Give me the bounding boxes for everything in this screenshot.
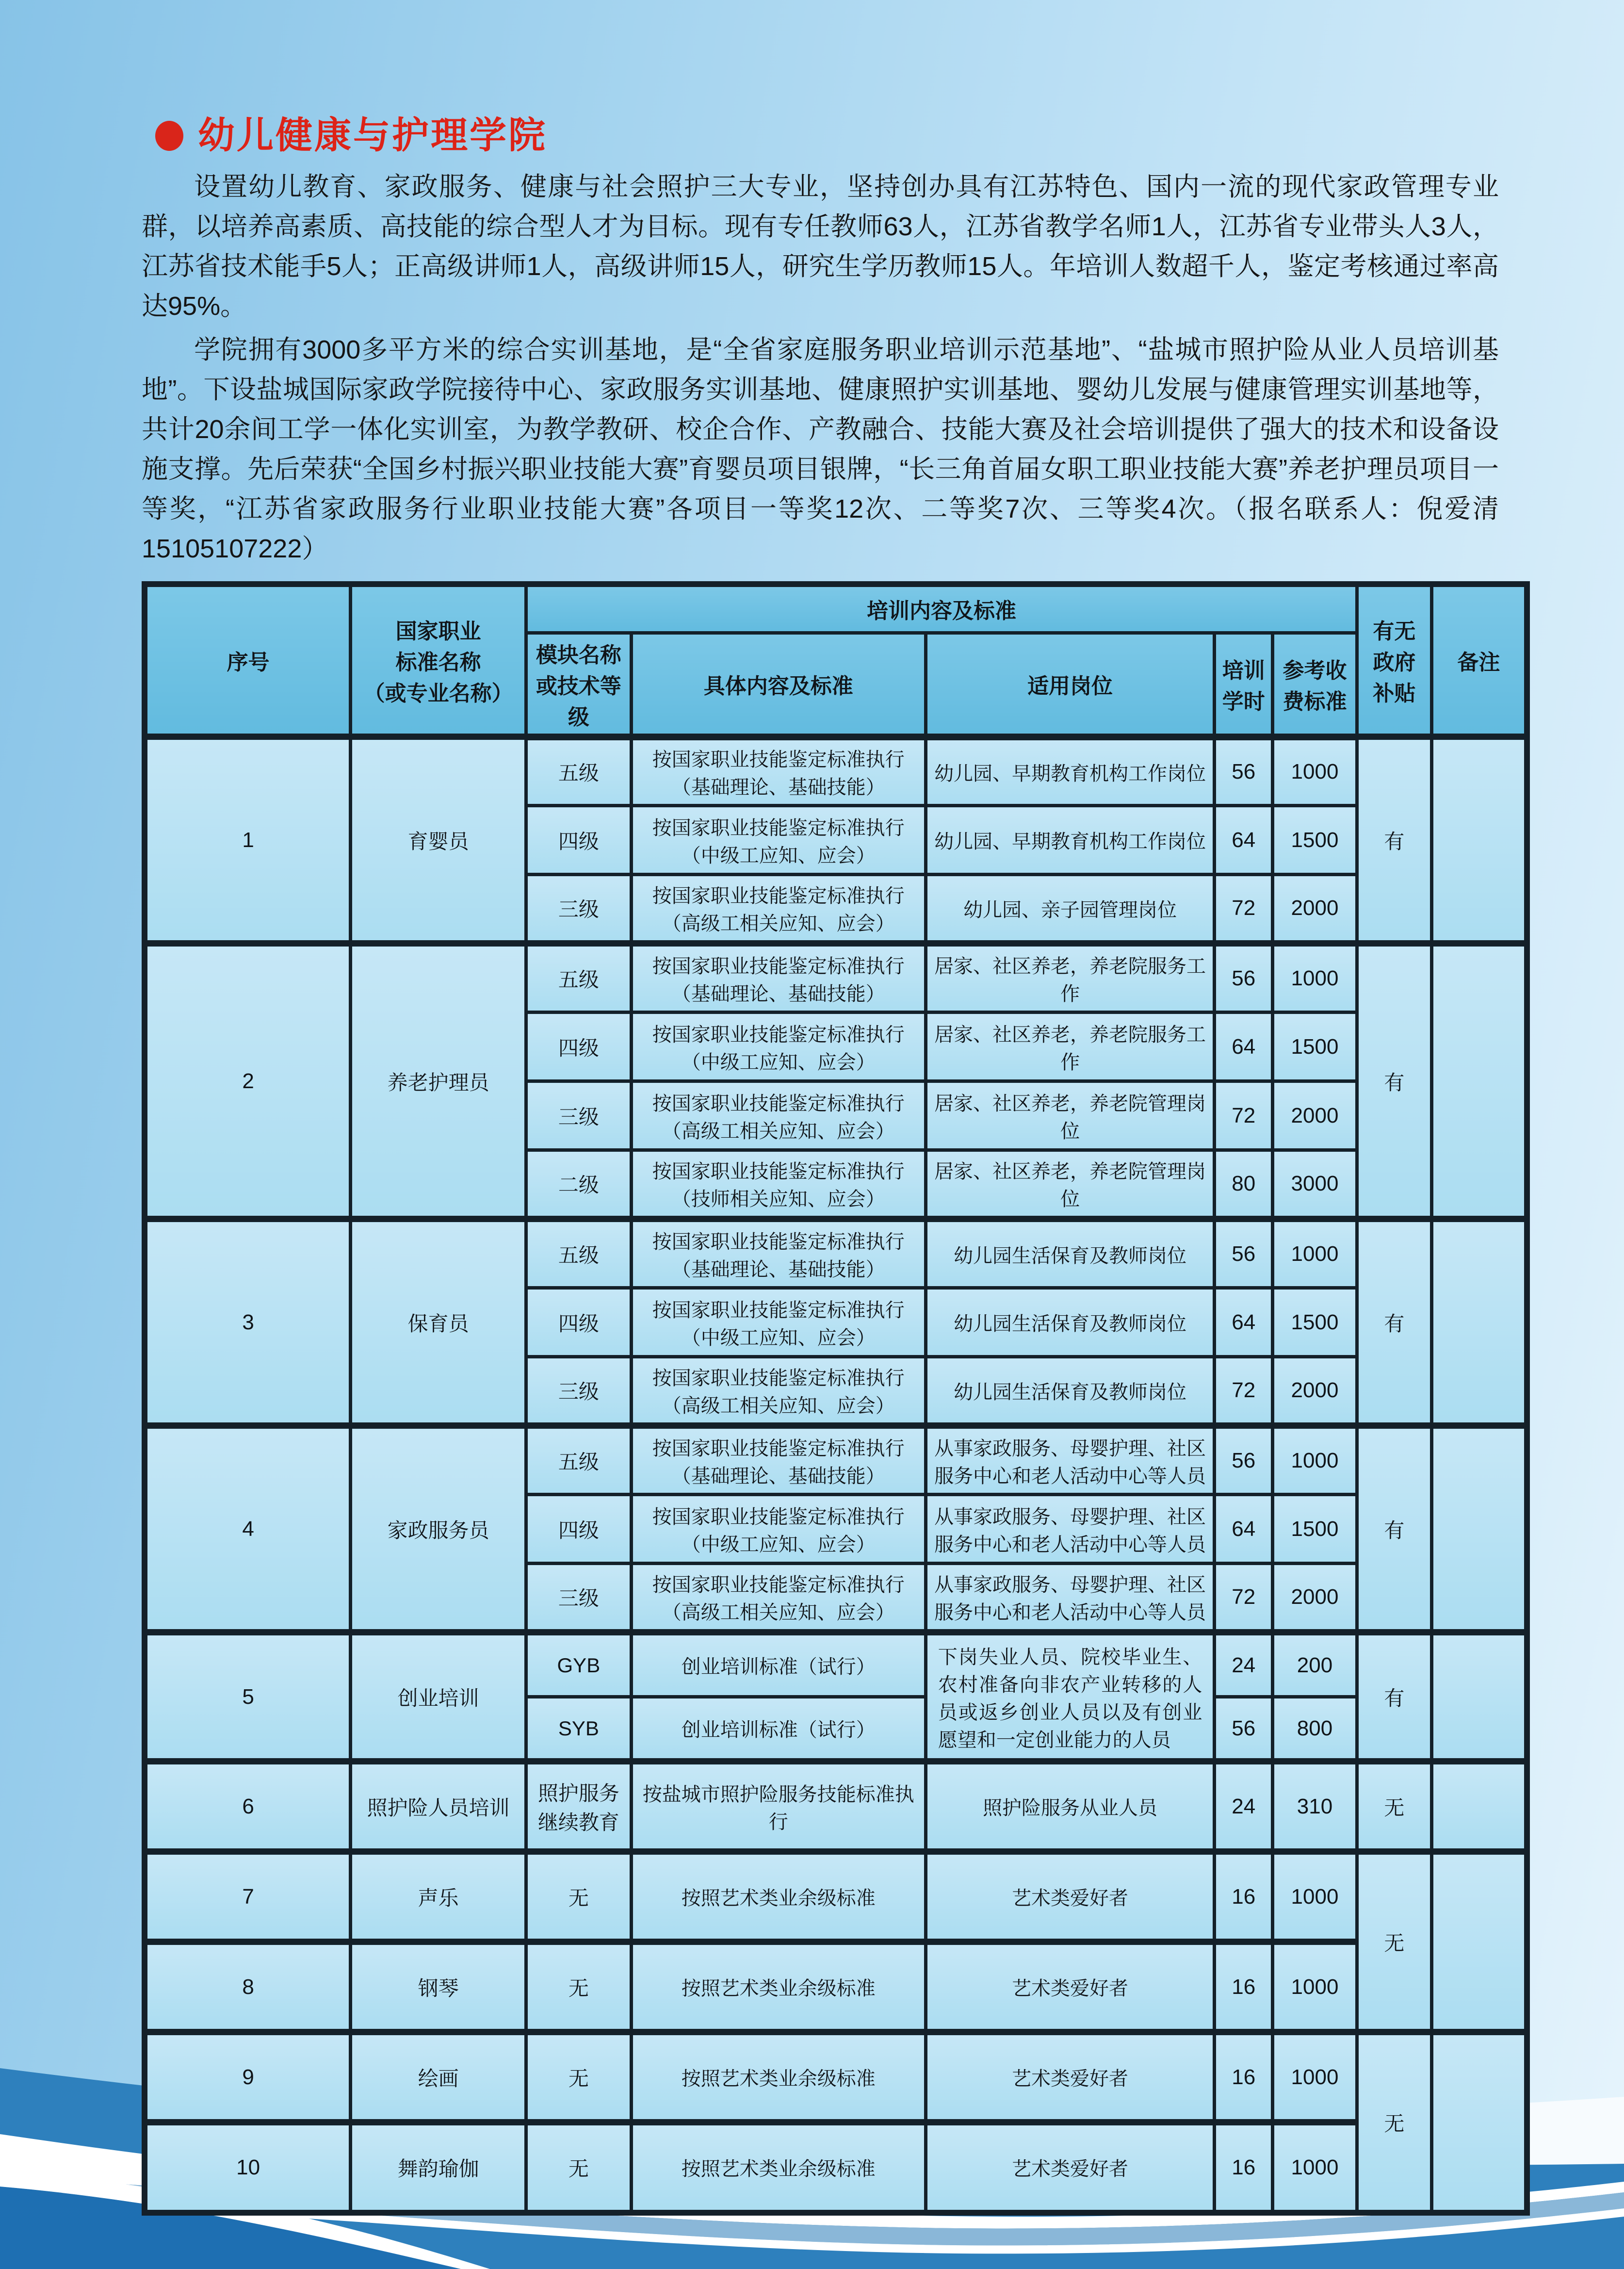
cell-position: 艺术类爱好者 [926,1852,1215,1942]
col-header-fee: 参考收 费标准 [1273,633,1357,737]
cell-hours: 16 [1215,1852,1273,1942]
cell-position: 居家、社区养老，养老院管理岗位 [926,1081,1215,1150]
cell-hours: 16 [1215,1942,1273,2032]
col-header-training: 培训内容及标准 [526,584,1357,633]
cell-position: 下岗失业人员、院校毕业生、农村准备向非农产业转移的人员或返乡创业人员以及有创业愿望和一定创业能力的人员 [926,1632,1215,1762]
section-title-row [155,117,1532,154]
col-header-subsidy: 有无 政府 补贴 [1357,584,1431,737]
cell-no: 6 [145,1762,351,1852]
table-row [145,944,1527,1012]
cell-content: 按国家职业技能鉴定标准执行 （高级工相关应知、应会） [631,1357,926,1426]
cell-fee: 1500 [1273,1012,1357,1081]
cell-module: 三级 [526,1357,632,1426]
table-row [145,2032,1527,2122]
cell-fee: 2000 [1273,1081,1357,1150]
cell-fee: 2000 [1273,875,1357,944]
cell-fee: 2000 [1273,1564,1357,1632]
cell-module: 三级 [526,1081,632,1150]
cell-module: 四级 [526,1288,632,1357]
col-header-content: 具体内容及标准 [631,633,926,737]
cell-module: 四级 [526,1012,632,1081]
cell-name: 声乐 [351,1852,526,1942]
col-header-hours: 培训 学时 [1215,633,1273,737]
cell-position: 艺术类爱好者 [926,2122,1215,2213]
cell-position: 艺术类爱好者 [926,1942,1215,2032]
cell-position: 幼儿园生活保育及教师岗位 [926,1357,1215,1426]
training-table [142,581,1530,2216]
cell-subsidy: 有 [1357,944,1431,1219]
table-row [145,1219,1527,1288]
red-bullet-icon [155,121,183,151]
cell-remark [1431,2032,1527,2213]
intro-paragraph-1: 设置幼儿教育、家政服务、健康与社会照护三大专业，坚持创办具有江苏特色、国内一流的现代家政管理专业群，以培养高素质、高技能的综合型人才为目标。现有专任教师63人，江苏省教学名师1人，江苏省专业带头人3人，江苏省技术能手5人；正高级讲师1人，高级讲师15人，研究生学历教师15人。年培训人数超千人，鉴定考核通过率高达95%。 [142,172,1499,321]
cell-module: 三级 [526,875,632,944]
cell-content: 按照艺术类业余级标准 [631,2122,926,2213]
cell-fee: 3000 [1273,1150,1357,1219]
table-row [145,1426,1527,1495]
cell-position: 照护险服务从业人员 [926,1762,1215,1852]
cell-remark [1431,1632,1527,1762]
cell-hours: 24 [1215,1762,1273,1852]
cell-hours: 72 [1215,1357,1273,1426]
cell-content: 按国家职业技能鉴定标准执行 （中级工应知、应会） [631,1495,926,1564]
page-content [142,117,1532,2216]
cell-fee: 1000 [1273,1852,1357,1942]
cell-fee: 1000 [1273,2032,1357,2122]
cell-no: 1 [145,737,351,944]
cell-hours: 16 [1215,2122,1273,2213]
cell-content: 创业培训标准（试行） [631,1697,926,1762]
intro-paragraph-2: 学院拥有3000多平方米的综合实训基地，是“全省家庭服务职业培训示范基地”、“盐城市照护险从业人员培训基地”。下设盐城国际家政学院接待中心、家政服务实训基地、健康照护实训基地、婴幼儿发展与健康管理实训基地等，共计20余间工学一体化实训室，为教学教研、校企合作、产教融合、技能大赛及社会培训提供了强大的技术和设备设施支撑。先后荣获“全国乡村振兴职业技能大赛”育婴员项目银牌，“长三角首届女职工职业技能大赛”养老护理员项目一等奖，“江苏省家政服务行业职业技能大赛”各项目一等奖12次、二等奖7次、三等奖4次。（报名联系人：倪爱清 15105107222） [142,335,1525,563]
cell-hours: 56 [1215,1697,1273,1762]
table-row [145,1762,1527,1852]
cell-hours: 56 [1215,1219,1273,1288]
cell-hours: 72 [1215,1081,1273,1150]
cell-content: 按国家职业技能鉴定标准执行 （中级工应知、应会） [631,806,926,875]
cell-fee: 1500 [1273,806,1357,875]
cell-module: 照护服务继续教育 [526,1762,632,1852]
col-header-name: 国家职业 标准名称 （或专业名称） [351,584,526,737]
cell-module: 无 [526,1852,632,1942]
cell-content: 按国家职业技能鉴定标准执行 （基础理论、基础技能） [631,944,926,1012]
cell-remark [1431,1219,1527,1426]
cell-subsidy: 有 [1357,1426,1431,1632]
cell-module: 无 [526,2032,632,2122]
cell-hours: 64 [1215,1288,1273,1357]
cell-no: 4 [145,1426,351,1632]
cell-position: 幼儿园、早期教育机构工作岗位 [926,806,1215,875]
cell-module: 五级 [526,944,632,1012]
cell-fee: 1000 [1273,1219,1357,1288]
cell-no: 10 [145,2122,351,2213]
cell-hours: 24 [1215,1632,1273,1697]
cell-remark [1431,944,1527,1219]
cell-hours: 72 [1215,875,1273,944]
cell-no: 8 [145,1942,351,2032]
cell-hours: 56 [1215,1426,1273,1495]
cell-name: 舞韵瑜伽 [351,2122,526,2213]
cell-remark [1431,1426,1527,1632]
cell-position: 从事家政服务、母婴护理、社区服务中心和老人活动中心等人员 [926,1495,1215,1564]
table-row [145,1942,1527,2032]
cell-content: 按国家职业技能鉴定标准执行 （技师相关应知、应会） [631,1150,926,1219]
cell-no: 7 [145,1852,351,1942]
cell-fee: 200 [1273,1632,1357,1697]
cell-content: 按照艺术类业余级标准 [631,1942,926,2032]
cell-content: 按国家职业技能鉴定标准执行 （基础理论、基础技能） [631,1426,926,1495]
cell-name: 养老护理员 [351,944,526,1219]
cell-subsidy: 有 [1357,1632,1431,1762]
cell-module: 五级 [526,737,632,806]
cell-position: 幼儿园生活保育及教师岗位 [926,1288,1215,1357]
table-row [145,1852,1527,1942]
cell-name: 绘画 [351,2032,526,2122]
cell-no: 3 [145,1219,351,1426]
cell-hours: 72 [1215,1564,1273,1632]
cell-hours: 64 [1215,1495,1273,1564]
cell-fee: 1000 [1273,2122,1357,2213]
cell-module: 四级 [526,1495,632,1564]
cell-fee: 1000 [1273,1942,1357,2032]
col-header-position: 适用岗位 [926,633,1215,737]
cell-position: 从事家政服务、母婴护理、社区服务中心和老人活动中心等人员 [926,1426,1215,1495]
cell-module: 四级 [526,806,632,875]
col-header-no: 序号 [145,584,351,737]
cell-content: 按盐城市照护险服务技能标准执行 [631,1762,926,1852]
cell-position: 居家、社区养老，养老院服务工作 [926,1012,1215,1081]
cell-remark [1431,1762,1527,1852]
cell-module: GYB [526,1632,632,1697]
cell-fee: 310 [1273,1762,1357,1852]
cell-fee: 1000 [1273,944,1357,1012]
cell-subsidy: 有 [1357,1219,1431,1426]
cell-position: 居家、社区养老，养老院管理岗位 [926,1150,1215,1219]
col-header-module: 模块名称 或技术等级 [526,633,632,737]
cell-subsidy: 无 [1357,1762,1431,1852]
cell-content: 按国家职业技能鉴定标准执行 （中级工应知、应会） [631,1288,926,1357]
cell-fee: 1000 [1273,1426,1357,1495]
cell-subsidy: 无 [1357,1852,1431,2032]
cell-fee: 1500 [1273,1288,1357,1357]
cell-module: 五级 [526,1426,632,1495]
cell-no: 2 [145,944,351,1219]
page-title: 幼儿健康与护理学院 [198,115,547,156]
cell-no: 9 [145,2032,351,2122]
cell-hours: 56 [1215,944,1273,1012]
cell-subsidy: 无 [1357,2032,1431,2213]
cell-hours: 64 [1215,1012,1273,1081]
cell-module: 无 [526,1942,632,2032]
cell-name: 保育员 [351,1219,526,1426]
cell-position: 居家、社区养老，养老院服务工作 [926,944,1215,1012]
cell-position: 幼儿园生活保育及教师岗位 [926,1219,1215,1288]
cell-content: 按照艺术类业余级标准 [631,2032,926,2122]
table-row [145,2122,1527,2213]
cell-hours: 56 [1215,737,1273,806]
cell-no: 5 [145,1632,351,1762]
col-header-remark: 备注 [1431,584,1527,737]
cell-subsidy: 有 [1357,737,1431,944]
cell-fee: 800 [1273,1697,1357,1762]
cell-content: 创业培训标准（试行） [631,1632,926,1697]
cell-position: 幼儿园、早期教育机构工作岗位 [926,737,1215,806]
cell-content: 按国家职业技能鉴定标准执行 （基础理论、基础技能） [631,737,926,806]
table-row [145,737,1527,806]
cell-module: SYB [526,1697,632,1762]
table-row [145,1632,1527,1697]
cell-position: 从事家政服务、母婴护理、社区服务中心和老人活动中心等人员 [926,1564,1215,1632]
cell-content: 按国家职业技能鉴定标准执行 （基础理论、基础技能） [631,1219,926,1288]
cell-remark [1431,737,1527,944]
cell-module: 二级 [526,1150,632,1219]
cell-hours: 16 [1215,2032,1273,2122]
cell-content: 按照艺术类业余级标准 [631,1852,926,1942]
cell-hours: 64 [1215,806,1273,875]
cell-module: 五级 [526,1219,632,1288]
cell-name: 育婴员 [351,737,526,944]
cell-name: 照护险人员培训 [351,1762,526,1852]
cell-module: 三级 [526,1564,632,1632]
cell-content: 按国家职业技能鉴定标准执行 （高级工相关应知、应会） [631,1081,926,1150]
cell-name: 创业培训 [351,1632,526,1762]
cell-hours: 80 [1215,1150,1273,1219]
cell-fee: 2000 [1273,1357,1357,1426]
cell-content: 按国家职业技能鉴定标准执行 （中级工应知、应会） [631,1012,926,1081]
cell-module: 无 [526,2122,632,2213]
cell-remark [1431,1852,1527,2032]
cell-position: 艺术类爱好者 [926,2032,1215,2122]
cell-content: 按国家职业技能鉴定标准执行 （高级工相关应知、应会） [631,1564,926,1632]
cell-name: 家政服务员 [351,1426,526,1632]
cell-content: 按国家职业技能鉴定标准执行 （高级工相关应知、应会） [631,875,926,944]
cell-position: 幼儿园、亲子园管理岗位 [926,875,1215,944]
cell-name: 钢琴 [351,1942,526,2032]
cell-fee: 1000 [1273,737,1357,806]
cell-fee: 1500 [1273,1495,1357,1564]
